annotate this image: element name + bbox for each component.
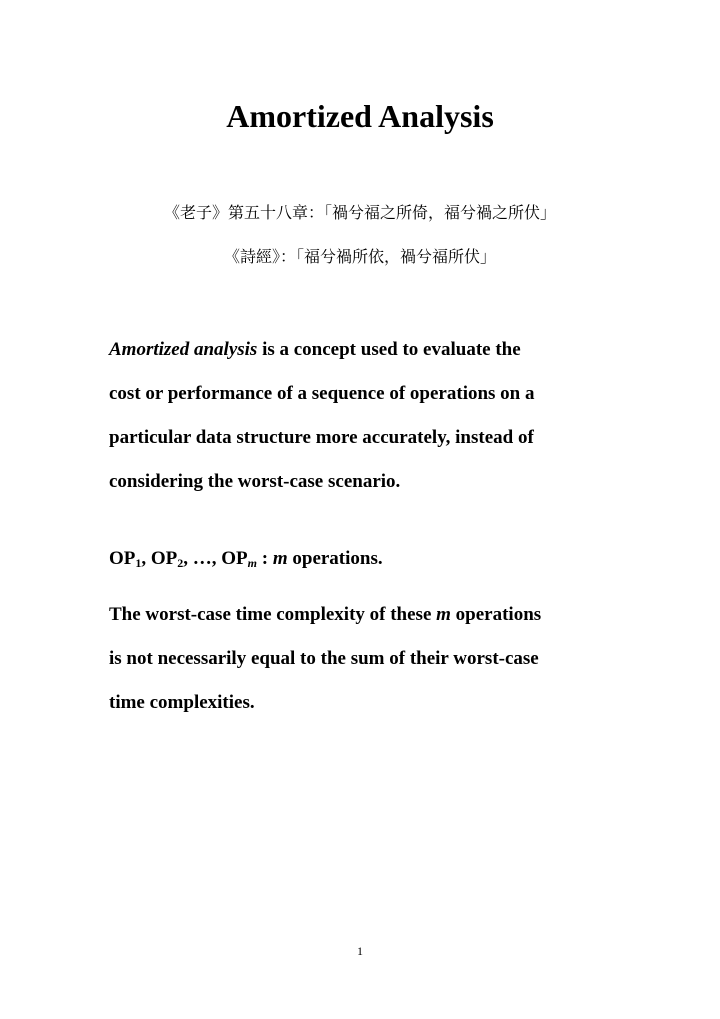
shijing-quote: 《詩經》：「福兮禍所依，禍兮福所伏」 <box>223 247 496 266</box>
m-variable: m <box>272 548 288 569</box>
intro-line-3: particular data structure more accurately, instead of <box>109 427 534 448</box>
op-label-1: OP <box>109 548 136 569</box>
worst-case-line-1-end: operations <box>450 604 542 625</box>
worst-case-paragraph <box>109 593 629 725</box>
intro-line-4: considering the worst-case scenario. <box>109 471 401 492</box>
worst-case-line-1-start: The worst-case time complexity of these <box>109 604 437 625</box>
worst-case-m-variable: m <box>436 604 451 625</box>
op-subscript-1: 1 <box>135 556 142 570</box>
page-number: 1 <box>357 944 363 958</box>
page-title: Amortized Analysis <box>226 98 494 134</box>
operations-tail: operations. <box>287 548 383 569</box>
laozi-quote: 《老子》第五十八章：「禍兮福之所倚，福兮禍之所伏」 <box>163 203 556 222</box>
op-subscript-m: m <box>247 556 258 570</box>
worst-case-line-2: is not necessarily equal to the sum of their worst-case <box>109 648 539 669</box>
op-separator-2: , …, OP <box>183 548 248 569</box>
term-amortized-analysis: Amortized analysis <box>109 339 258 360</box>
op-colon: : <box>257 548 273 569</box>
intro-paragraph <box>109 328 629 504</box>
op-separator-1: , OP <box>141 548 178 569</box>
intro-line-1-rest: is a concept used to evaluate the <box>257 339 521 360</box>
intro-line-1 <box>109 328 629 372</box>
intro-line-2: cost or performance of a sequence of operations on a <box>109 383 535 404</box>
worst-case-line-3: time complexities. <box>109 692 255 713</box>
operations-line <box>109 537 629 581</box>
worst-case-line-1 <box>109 593 629 637</box>
op-subscript-2: 2 <box>177 556 184 570</box>
